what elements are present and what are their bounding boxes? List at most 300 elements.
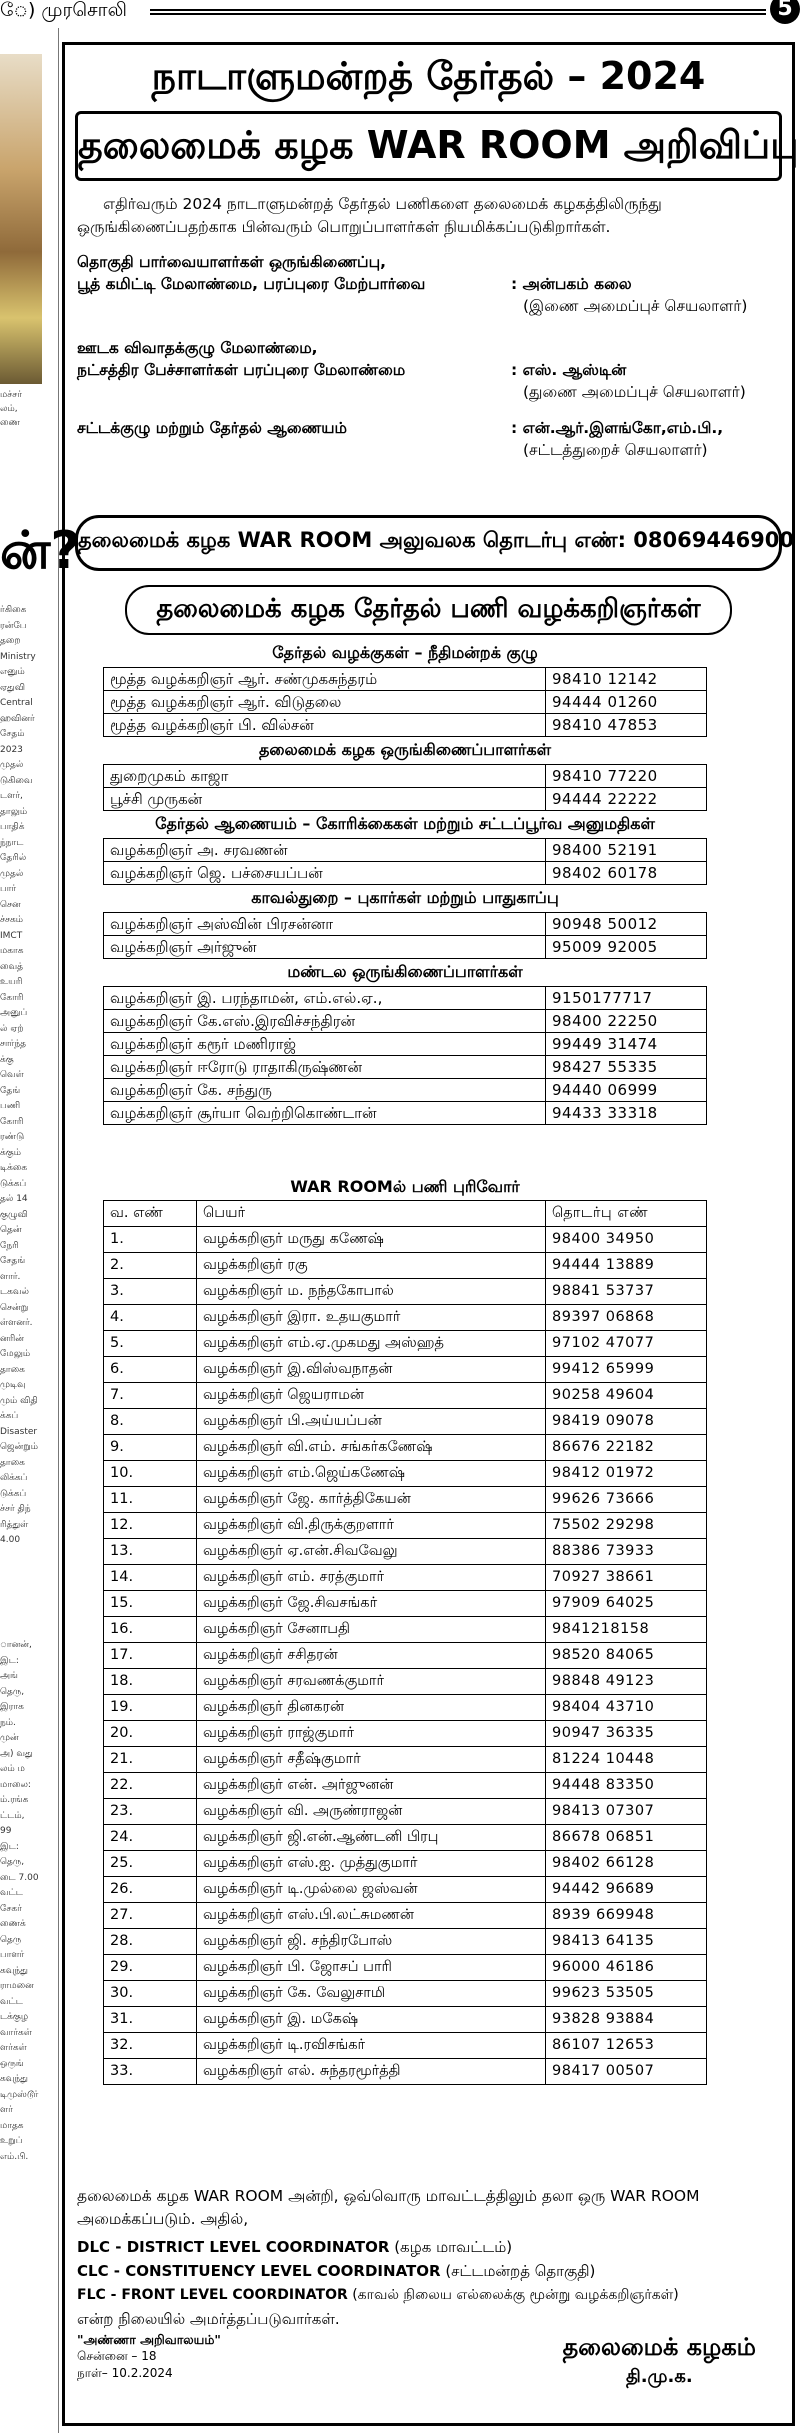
serial-number: 11. (104, 1487, 197, 1513)
column-fragment: வட்ட (0, 1888, 23, 1898)
column-fragment: தென் (0, 1225, 22, 1235)
table-row (104, 1851, 707, 1877)
phone-number: 99412 65999 (546, 1357, 707, 1383)
staff-name: வழக்கறிஞர் சரவணக்குமார் (197, 1669, 546, 1695)
war-room-title: தலைமைக் கழக WAR ROOM அறிவிப்பு (75, 111, 782, 181)
column-fragment: டுக்கப் (0, 1178, 27, 1189)
table-row (104, 1253, 707, 1279)
section-heading: தலைமைக் கழக ஒருங்கிணைப்பாளர்கள் (258, 740, 552, 759)
phone-number: 95009 92005 (546, 936, 707, 959)
staff-name: வழக்கறிஞர் எம். சரத்குமார் (197, 1565, 546, 1591)
column-fragment: சென்று (0, 1302, 29, 1313)
staff-name: வழக்கறிஞர் ம. நந்தகோபால் (197, 1279, 546, 1305)
table-row (104, 2007, 707, 2033)
column-fragment: பணி (0, 1101, 21, 1111)
phone-number: 90947 36335 (546, 1721, 707, 1747)
role-title: சட்டக்குழு மற்றும் தேர்தல் ஆணையம் (77, 419, 347, 437)
column-fragment: சேகர் (0, 1903, 22, 1914)
table-row (104, 1033, 707, 1056)
column-fragment: லம், (0, 404, 18, 414)
phone-number: 86676 22182 (546, 1435, 707, 1461)
column-fragment: சார்ந்த (0, 1039, 27, 1049)
column-fragment: க்கப் (0, 1411, 19, 1421)
column-fragment: ரண்டு (0, 1132, 25, 1142)
column-fragment: ராமனை (0, 1981, 34, 1991)
news-photo (0, 54, 42, 384)
phone-number: 98410 47853 (546, 714, 707, 737)
column-fragment: மாலை: (0, 1779, 31, 1790)
staff-name: வழக்கறிஞர் என். அர்ஜுனன் (197, 1773, 546, 1799)
serial-number: 24. (104, 1825, 197, 1851)
column-fragment: பார் (0, 884, 17, 894)
staff-name: வழக்கறிஞர் டி.ரவிசங்கர் (197, 2033, 546, 2059)
column-fragment: உயரி (0, 977, 23, 987)
table-row (104, 1643, 707, 1669)
column-fragment: பாளர் (0, 1950, 25, 1960)
phone-number: 81224 10448 (546, 1747, 707, 1773)
table-row (104, 1357, 707, 1383)
column-fragment: கோரி (0, 992, 24, 1003)
column-fragment: அங் (0, 1671, 18, 1681)
staff-name: வழக்கறிஞர் எம்.ஜெய்கணேஷ் (197, 1461, 546, 1487)
phone-number: 98404 43710 (546, 1695, 707, 1721)
issuer-block (77, 2331, 221, 2382)
column-fragment: மாதக (0, 2120, 24, 2131)
party-name: தி.மு.க. (625, 2366, 693, 2387)
column-fragment: டக்குழ (0, 2012, 29, 2022)
table-row (104, 1877, 707, 1903)
phone-number: 98402 66128 (546, 1851, 707, 1877)
column-fragment: தெரு (0, 1934, 22, 1945)
serial-number: 6. (104, 1357, 197, 1383)
lawyer-name: வழக்கறிஞர் சூர்யா வெற்றிகொண்டான் (104, 1102, 546, 1125)
column-fragment: ானன், (0, 1640, 32, 1650)
table-row (104, 1010, 707, 1033)
table-row (104, 1435, 707, 1461)
serial-number: 5. (104, 1331, 197, 1357)
serial-number: 21. (104, 1747, 197, 1773)
column-fragment: ரித்துள் (0, 1519, 29, 1530)
header-rule (150, 9, 766, 15)
role-assignee: : எஸ். ஆஸ்டின் (துணை அமைப்புச் செயலாளர்) (511, 361, 746, 401)
lawyer-name: வழக்கறிஞர் அஸ்வின் பிரசன்னா (104, 913, 546, 936)
phone-number: 94444 13889 (546, 1253, 707, 1279)
phone-number: 98400 34950 (546, 1227, 707, 1253)
column-fragment: டிக்கை (0, 1163, 28, 1173)
column-fragment: ஜென்றும் (0, 1442, 39, 1452)
phone-number: 98410 77220 (546, 765, 707, 788)
table-row (104, 1747, 707, 1773)
column-fragment: ளார். (0, 1271, 21, 1282)
role-assignee: : என்.ஆர்.இளங்கோ,எம்.பி., (சட்டத்துறைச் செயலாளர்) (511, 419, 724, 459)
lawyer-name: வழக்கறிஞர் ஜெ. பச்சையப்பன் (104, 862, 546, 885)
column-fragment: ர்கிகை (0, 605, 27, 615)
signature-block (563, 2331, 756, 2391)
table-row (104, 1409, 707, 1435)
phone-number: 9841218158 (546, 1617, 707, 1643)
serial-number: 32. (104, 2033, 197, 2059)
staff-name: வழக்கறிஞர் ரகு (197, 1253, 546, 1279)
phone-number: 93828 93884 (546, 2007, 707, 2033)
table-row (104, 1279, 707, 1305)
column-fragment: ரன்பே (0, 620, 27, 631)
phone-number: 75502 29298 (546, 1513, 707, 1539)
lawyer-name: வழக்கறிஞர் அர்ஜுன் (104, 936, 546, 959)
staff-name: வழக்கறிஞர் வி. அருண்ராஜன் (197, 1799, 546, 1825)
column-header: பெயர் (197, 1201, 546, 1227)
staff-name: வழக்கறிஞர் சசிதரன் (197, 1643, 546, 1669)
placement-line: என்ற நிலையில் அமர்த்தப்படுவார்கள். (77, 2310, 340, 2328)
column-fragment: நம். (0, 1717, 16, 1728)
section-heading: தேர்தல் வழக்குகள் – நீதிமன்றக் குழு (272, 643, 538, 662)
column-fragment: மகாக (0, 946, 24, 956)
column-fragment: எனும் (0, 667, 25, 677)
staff-name: வழக்கறிஞர் இரா. உதயகுமார் (197, 1305, 546, 1331)
column-fragment: ந்நாட (0, 837, 24, 848)
serial-number: 31. (104, 2007, 197, 2033)
serial-number: 22. (104, 1773, 197, 1799)
staff-name: வழக்கறிஞர் சதீஷ்குமார் (197, 1747, 546, 1773)
issuer-date: நாள்– 10.2.2024 (77, 2366, 173, 2380)
phone-number: 98520 84065 (546, 1643, 707, 1669)
column-fragment: மேலும் (0, 1349, 31, 1359)
table-row (104, 987, 707, 1010)
serial-number: 25. (104, 1851, 197, 1877)
table-row (104, 1305, 707, 1331)
section-heading: காவல்துறை – புகார்கள் மற்றும் பாதுகாப்பு (251, 888, 559, 907)
column-fragment: ச்சகம் (0, 915, 23, 925)
table-row (104, 1773, 707, 1799)
column-fragment: தாலும் (0, 806, 28, 817)
column-fragment: சேதங் (0, 1256, 26, 1266)
phone-number: 89397 06868 (546, 1305, 707, 1331)
staff-name: வழக்கறிஞர் டி.முல்லை ஜஸ்வன் (197, 1877, 546, 1903)
phone-number: 97909 64025 (546, 1591, 707, 1617)
serial-number: 4. (104, 1305, 197, 1331)
column-fragment: னரின் (0, 1333, 24, 1344)
staff-name: வழக்கறிஞர் பி.அய்யப்பன் (197, 1409, 546, 1435)
role-title: தொகுதி பார்வையாளர்கள் ஒருங்கிணைப்பு, பூத் கமிட்டி மேலாண்மை, பரப்புரை மேற்பார்வை (77, 253, 426, 293)
table-row (104, 913, 707, 936)
phone-number: 86107 12653 (546, 2033, 707, 2059)
column-fragment: லம் ம (0, 1764, 25, 1774)
lawyer-name: மூத்த வழக்கறிஞர் ஆர். விடுதலை (104, 691, 546, 714)
role-title: ஊடக விவாதக்குழு மேலாண்மை, நட்சத்திர பேச்சாளர்கள் பரப்புரை மேலாண்மை (77, 339, 406, 379)
serial-number: 30. (104, 1981, 197, 2007)
phone-number: 9150177717 (546, 987, 707, 1010)
serial-number: 26. (104, 1877, 197, 1903)
column-fragment: Ministry (0, 651, 36, 662)
phone-number: 98848 49123 (546, 1669, 707, 1695)
serial-number: 33. (104, 2059, 197, 2085)
staff-name: வழக்கறிஞர் வி.எம். சங்கர்கணேஷ் (197, 1435, 546, 1461)
column-fragment: Central (0, 698, 33, 708)
column-fragment: டுக்கப் (0, 1488, 27, 1499)
column-fragment: குழுவி (0, 1209, 28, 1220)
lawyer-name: வழக்கறிஞர் கரூர் மணிராஜ் (104, 1033, 546, 1056)
table-row (104, 1695, 707, 1721)
serial-number: 18. (104, 1669, 197, 1695)
staff-name: வழக்கறிஞர் ஜி.என்.ஆண்டனி பிரபு (197, 1825, 546, 1851)
column-fragment: ள்ளனர். (0, 1318, 33, 1328)
phone-number: 99626 73666 (546, 1487, 707, 1513)
serial-number: 8. (104, 1409, 197, 1435)
column-fragment: க்கு (0, 1054, 14, 1065)
table-row (104, 1102, 707, 1125)
lawyer-name: துறைமுகம் காஜா (104, 765, 546, 788)
war-room-staff-table (103, 1200, 707, 2085)
table-row (104, 1461, 707, 1487)
district-war-room-note: தலைமைக் கழக WAR ROOM அன்றி, ஒவ்வொரு மாவட்டத்திலும் தலா ஒரு WAR ROOM அமைக்கப்படும். அதில், (77, 2187, 700, 2228)
phone-number: 90948 50012 (546, 913, 707, 936)
phone-number: 98413 64135 (546, 1929, 707, 1955)
lawyer-name: மூத்த வழக்கறிஞர் பி. வில்சன் (104, 714, 546, 737)
phone-number: 94444 01260 (546, 691, 707, 714)
serial-number: 17. (104, 1643, 197, 1669)
column-fragment: முதல் (0, 760, 24, 770)
serial-number: 9. (104, 1435, 197, 1461)
serial-number: 20. (104, 1721, 197, 1747)
lawyer-name: வழக்கறிஞர் இ. பரந்தாமன், எம்.எல்.ஏ., (104, 987, 546, 1010)
lawyer-name: வழக்கறிஞர் அ. சரவணன் (104, 839, 546, 862)
war-room-staff-heading: WAR ROOMல் பணி புரிவோர் (290, 1177, 520, 1196)
column-fragment: ளர் (0, 2105, 13, 2115)
staff-name: வழக்கறிஞர் ஜே.சிவசங்கர் (197, 1591, 546, 1617)
column-fragment: 99 (0, 1826, 12, 1836)
phone-number: 98400 52191 (546, 839, 707, 862)
staff-name: வழக்கறிஞர் இ. மகேஷ் (197, 2007, 546, 2033)
staff-name: வழக்கறிஞர் வி.திருக்குறளார் (197, 1513, 546, 1539)
table-row (104, 2033, 707, 2059)
serial-number: 3. (104, 1279, 197, 1305)
table-row (104, 1591, 707, 1617)
phone-number: 98413 07307 (546, 1799, 707, 1825)
table-row (104, 1539, 707, 1565)
phone-number: 98419 09078 (546, 1409, 707, 1435)
column-header: வ. எண் (104, 1201, 197, 1227)
column-fragment: லிக்கப் (0, 1473, 28, 1483)
phone-number: 96000 46186 (546, 1955, 707, 1981)
column-fragment: ட்டம், (0, 1810, 25, 1821)
serial-number: 1. (104, 1227, 197, 1253)
lawyer-name: வழக்கறிஞர் ஈரோடு ராதாகிருஷ்ணன் (104, 1056, 546, 1079)
column-fragment: முன் (0, 1733, 19, 1743)
column-fragment: இட: (0, 1841, 19, 1852)
lawyers-heading: தலைமைக் கழக தேர்தல் பணி வழக்கறிஞர்கள் (125, 585, 732, 635)
staff-name: வழக்கறிஞர் தினகரன் (197, 1695, 546, 1721)
column-fragment: கவுந்து (0, 2074, 28, 2084)
section-table (103, 764, 707, 811)
phone-number: 99449 31474 (546, 1033, 707, 1056)
table-row (104, 1929, 707, 1955)
column-fragment: மச்சர் (0, 390, 22, 400)
column-fragment: நேரி (0, 1240, 19, 1251)
table-row (104, 765, 707, 788)
phone-number: 98427 55335 (546, 1056, 707, 1079)
lawyer-name: பூச்சி முருகன் (104, 788, 546, 811)
table-row (104, 1903, 707, 1929)
column-fragment: இட: (0, 1655, 19, 1666)
column-fragment: சேதம் (0, 729, 25, 739)
section-heading: மண்டல ஒருங்கிணைப்பாளர்கள் (287, 962, 523, 981)
table-row (104, 2059, 707, 2085)
column-fragment: ணைக் (0, 1919, 26, 1929)
column-fragment: ஏதுவி (0, 682, 26, 693)
war-room-announcement (62, 42, 799, 2426)
election-title: நாடாளுமன்றத் தேர்தல் – 2024 (151, 54, 706, 98)
staff-name: வழக்கறிஞர் எல். சுந்தரமூர்த்தி (197, 2059, 546, 2085)
flc-definition: FLC - FRONT LEVEL COORDINATOR (காவல் நிலைய எல்லைக்கு மூன்று வழக்கறிஞர்கள்) (77, 2287, 679, 2303)
phone-number: 88386 73933 (546, 1539, 707, 1565)
staff-name: வழக்கறிஞர் ஜி. சந்திரபோஸ் (197, 1929, 546, 1955)
column-fragment: Disaster (0, 1426, 38, 1437)
lawyer-name: வழக்கறிஞர் கே.எஸ்.இரவிச்சந்திரன் (104, 1010, 546, 1033)
staff-name: வழக்கறிஞர் எஸ்.பி.லட்சுமணன் (197, 1903, 546, 1929)
column-fragment: டிமுஸ்டூர் (0, 2089, 39, 2100)
phone-number: 98410 12142 (546, 668, 707, 691)
phone-number: 98841 53737 (546, 1279, 707, 1305)
lawyer-name: மூத்த வழக்கறிஞர் ஆர். சண்முகசுந்தரம் (104, 668, 546, 691)
serial-number: 12. (104, 1513, 197, 1539)
war-room-contact-number: தலைமைக் கழக WAR ROOM அலுவலக தொடர்பு எண்: 08069446900 (75, 515, 782, 571)
staff-name: வழக்கறிஞர் கே. வேலுசாமி (197, 1981, 546, 2007)
column-fragment: முடிவு (0, 1380, 26, 1390)
newspaper-header (0, 0, 800, 24)
table-row (104, 1331, 707, 1357)
column-fragment: வார்கள் (0, 2027, 32, 2038)
table-row (104, 1056, 707, 1079)
section-heading: தேர்தல் ஆணையம் – கோரிக்கைகள் மற்றும் சட்டப்பூர்வ அனுமதிகள் (155, 814, 655, 833)
issuer-city: சென்னை – 18 (77, 2349, 157, 2363)
table-row (104, 1513, 707, 1539)
table-row (104, 1617, 707, 1643)
table-row (104, 1955, 707, 1981)
staff-name: வழக்கறிஞர் மருது கணேஷ் (197, 1227, 546, 1253)
column-fragment: அ) வது (0, 1748, 33, 1759)
column-fragment: தெரு, (0, 1857, 25, 1867)
serial-number: 2. (104, 1253, 197, 1279)
column-fragment: டை 7.00 (0, 1872, 39, 1883)
serial-number: 13. (104, 1539, 197, 1565)
column-fragment: முதல் (0, 868, 24, 879)
serial-number: 7. (104, 1383, 197, 1409)
serial-number: 15. (104, 1591, 197, 1617)
staff-name: வழக்கறிஞர் ராஜ்குமார் (197, 1721, 546, 1747)
table-row (104, 1825, 707, 1851)
phone-number: 94444 22222 (546, 788, 707, 811)
staff-name: வழக்கறிஞர் சேனாபதி (197, 1617, 546, 1643)
column-fragment: வட்ட (0, 1996, 23, 2007)
table-row (104, 714, 707, 737)
section-table (103, 838, 707, 885)
table-row (104, 1669, 707, 1695)
page-number-badge: 5 (770, 0, 800, 24)
serial-number: 14. (104, 1565, 197, 1591)
phone-number: 98400 22250 (546, 1010, 707, 1033)
adjacent-article-column (0, 28, 81, 2433)
table-header-row (104, 1201, 707, 1227)
phone-number: 90258 49604 (546, 1383, 707, 1409)
column-fragment: ச்சர் திந் (0, 1504, 31, 1514)
dlc-definition: DLC - DISTRICT LEVEL COORDINATOR (கழக மாவட்டம்) (77, 2238, 513, 2256)
column-header: தொடர்பு எண் (546, 1201, 707, 1227)
column-fragment: ம்.ரங்க (0, 1795, 29, 1805)
serial-number: 28. (104, 1929, 197, 1955)
headline-fragment: ன்? (0, 521, 81, 581)
staff-name: வழக்கறிஞர் ஜே. கார்த்திகேயன் (197, 1487, 546, 1513)
table-row (104, 1079, 707, 1102)
section-table (103, 986, 707, 1125)
column-fragment: எம்.பி. (0, 2151, 29, 2162)
table-row (104, 1565, 707, 1591)
table-row (104, 1799, 707, 1825)
column-fragment: ஹவினர் (0, 713, 35, 724)
serial-number: 16. (104, 1617, 197, 1643)
column-fragment: மும் விதி (0, 1395, 38, 1406)
column-fragment: தேரில் (0, 853, 27, 863)
column-fragment: கவுந்து (0, 1965, 28, 1976)
column-fragment: ளர்கள் (0, 2043, 27, 2053)
column-fragment: வெள் (0, 1070, 24, 1080)
serial-number: 10. (104, 1461, 197, 1487)
column-fragment: 2023 (0, 744, 23, 755)
column-fragment: ணை (0, 418, 20, 428)
masthead-title: ே) முரசொலி (0, 0, 127, 21)
column-fragment: 4.00 (0, 1535, 21, 1545)
staff-name: வழக்கறிஞர் ஜெயராமன் (197, 1383, 546, 1409)
table-row (104, 1981, 707, 2007)
table-row (104, 862, 707, 885)
staff-name: வழக்கறிஞர் ஏ.என்.சிவவேலு (197, 1539, 546, 1565)
clc-definition: CLC - CONSTITUENCY LEVEL COORDINATOR (சட்டமன்றத் தொகுதி) (77, 2262, 596, 2280)
column-fragment: வைத் (0, 961, 23, 972)
phone-number: 94433 33318 (546, 1102, 707, 1125)
staff-name: வழக்கறிஞர் எஸ்.ஐ. முத்துகுமார் (197, 1851, 546, 1877)
serial-number: 27. (104, 1903, 197, 1929)
column-fragment: டளர், (0, 791, 23, 801)
column-fragment: இராக (0, 1702, 24, 1712)
table-row (104, 788, 707, 811)
phone-number: 8939 669948 (546, 1903, 707, 1929)
issuer-office: "அண்ணா அறிவாலயம்" (77, 2332, 221, 2347)
column-fragment: க்கும் (0, 1147, 21, 1158)
table-row (104, 1227, 707, 1253)
lawyer-name: வழக்கறிஞர் கே. சந்துரு (104, 1079, 546, 1102)
phone-number: 70927 38661 (546, 1565, 707, 1591)
table-row (104, 1487, 707, 1513)
column-fragment: டகவல் (0, 1287, 30, 1297)
table-row (104, 1721, 707, 1747)
intro-paragraph: எதிர்வரும் 2024 நாடாளுமன்றத் தேர்தல் பணிகளை தலைமைக் கழகத்திலிருந்து ஒருங்கிணைப்பதற்காக பின்வரும் பொறுப்பாளர்கள் நியமிக்கப்படுகிறார்கள். (77, 195, 662, 236)
column-fragment: தாகை (0, 1457, 25, 1468)
phone-number: 94440 06999 (546, 1079, 707, 1102)
phone-number: 98402 60178 (546, 862, 707, 885)
table-row (104, 691, 707, 714)
phone-number: 94448 83350 (546, 1773, 707, 1799)
column-fragment: தாகை (0, 1364, 25, 1375)
column-fragment: அனுப் (0, 1008, 28, 1018)
serial-number: 23. (104, 1799, 197, 1825)
staff-name: வழக்கறிஞர் இ.விஸ்வநாதன் (197, 1357, 546, 1383)
column-fragment: தெரு, (0, 1686, 25, 1697)
serial-number: 19. (104, 1695, 197, 1721)
phone-number: 86678 06851 (546, 1825, 707, 1851)
column-fragment: பாதிக் (0, 822, 25, 832)
section-table (103, 667, 707, 737)
staff-name: வழக்கறிஞர் பி. ஜோசப் பாரி (197, 1955, 546, 1981)
table-row (104, 1383, 707, 1409)
column-fragment: உறுப் (0, 2136, 23, 2146)
